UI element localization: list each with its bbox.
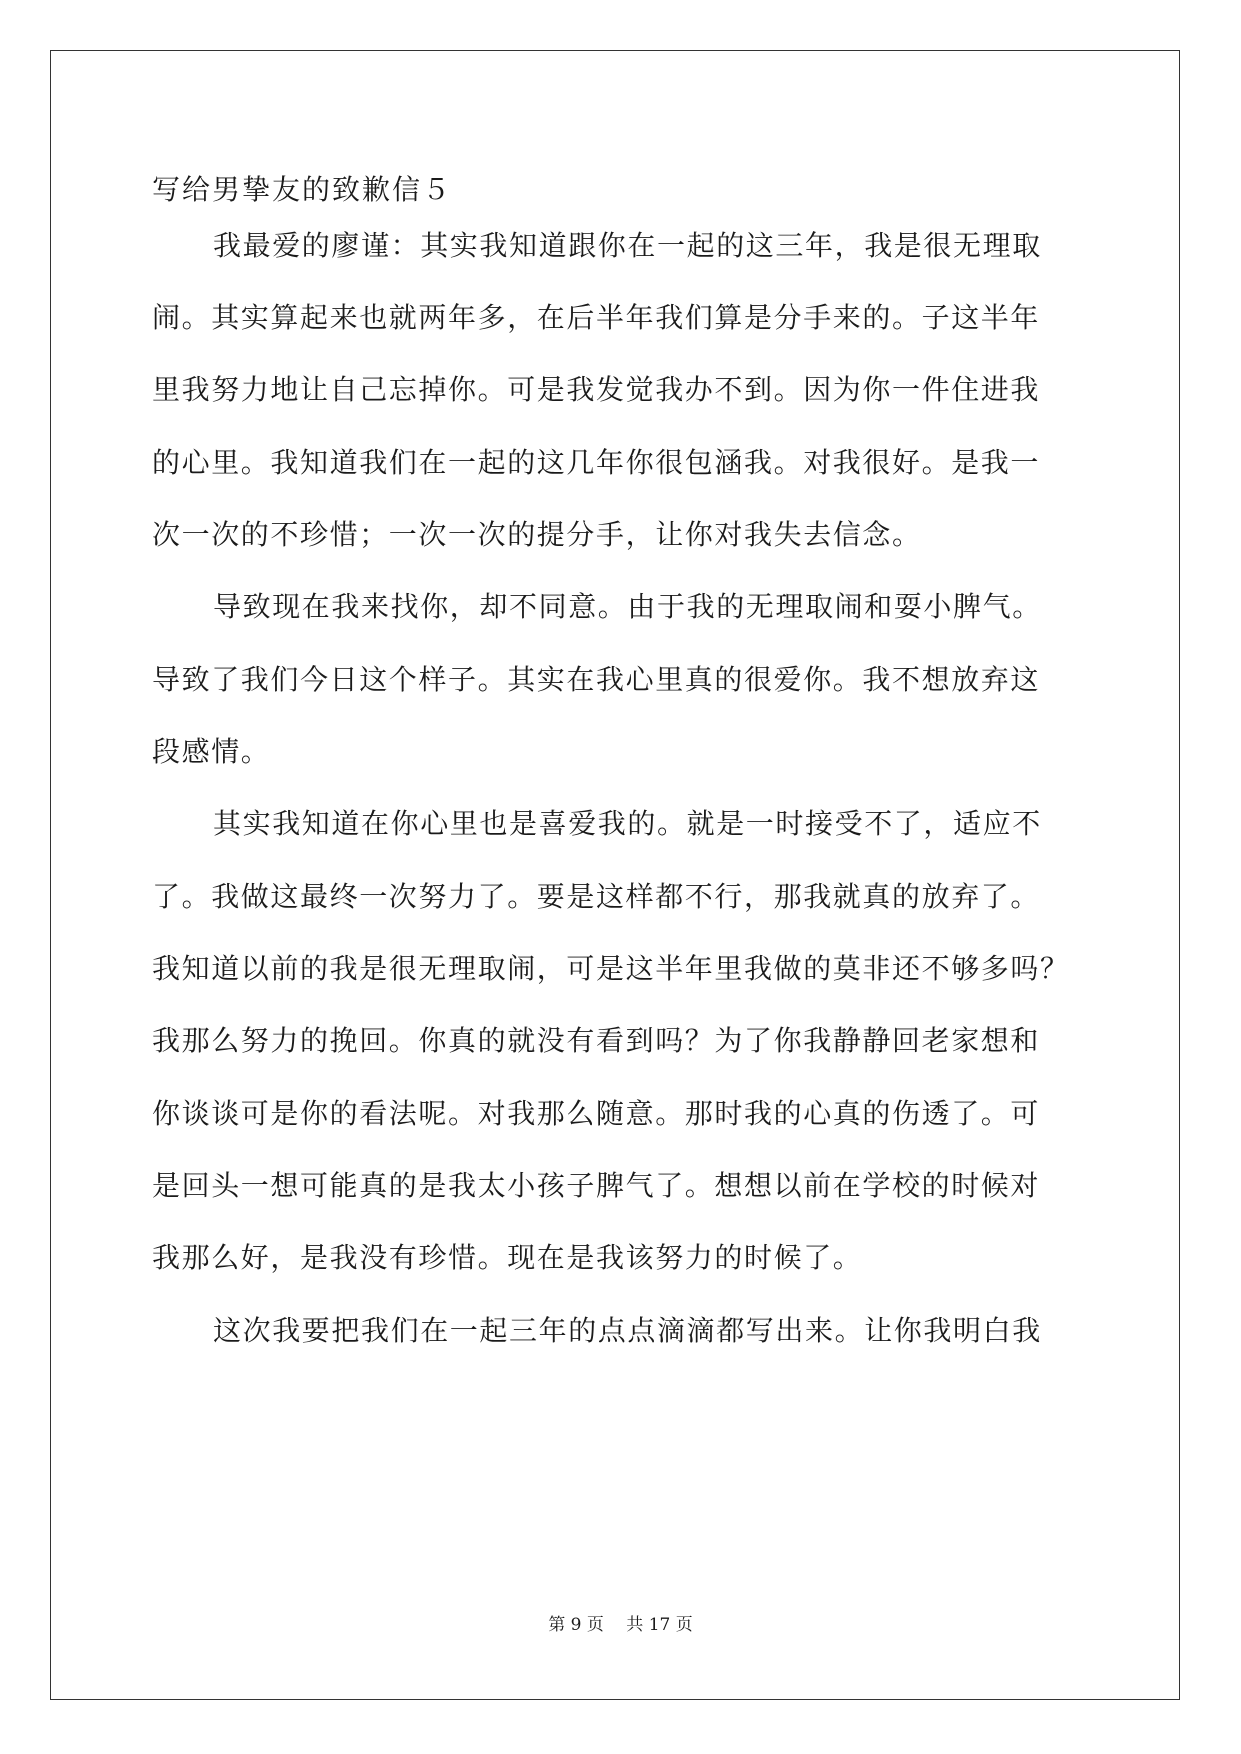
page-number-footer: 第 9 页 共 17 页 <box>548 1615 693 1635</box>
body-line-10: 了。我做这最终一次努力了。要是这样都不行，那我就真的放弃了。 <box>152 880 1041 913</box>
body-line-3: 里我努力地让自己忘掉你。可是我发觉我办不到。因为你一件住进我 <box>152 373 1041 406</box>
body-line-6: 导致现在我来找你，却不同意。由于我的无理取闹和耍小脾气。 <box>213 590 1042 623</box>
body-line-7: 导致了我们今日这个样子。其实在我心里真的很爱你。我不想放弃这 <box>152 663 1041 696</box>
body-line-1: 我最爱的廖谨：其实我知道跟你在一起的这三年，我是很无理取 <box>213 229 1042 262</box>
body-line-2: 闹。其实算起来也就两年多，在后半年我们算是分手来的。子这半年 <box>152 301 1041 334</box>
body-line-14: 是回头一想可能真的是我太小孩子脾气了。想想以前在学校的时候对 <box>152 1169 1041 1202</box>
body-line-5: 次一次的不珍惜；一次一次的提分手，让你对我失去信念。 <box>152 518 922 551</box>
body-line-16: 这次我要把我们在一起三年的点点滴滴都写出来。让你我明白我 <box>213 1314 1042 1347</box>
body-line-13: 你谈谈可是你的看法呢。对我那么随意。那时我的心真的伤透了。可 <box>152 1097 1041 1130</box>
body-line-8: 段感情。 <box>152 735 271 768</box>
body-line-11: 我知道以前的我是很无理取闹，可是这半年里我做的莫非还不够多吗？ <box>152 952 1070 985</box>
body-line-15: 我那么好，是我没有珍惜。现在是我该努力的时候了。 <box>152 1241 863 1274</box>
body-line-12: 我那么努力的挽回。你真的就没有看到吗？为了你我静静回老家想和 <box>152 1024 1041 1057</box>
document-title: 写给男挚友的致歉信５ <box>152 173 453 206</box>
body-line-9: 其实我知道在你心里也是喜爱我的。就是一时接受不了，适应不 <box>213 807 1042 840</box>
body-line-4: 的心里。我知道我们在一起的这几年你很包涵我。对我很好。是我一 <box>152 446 1041 479</box>
